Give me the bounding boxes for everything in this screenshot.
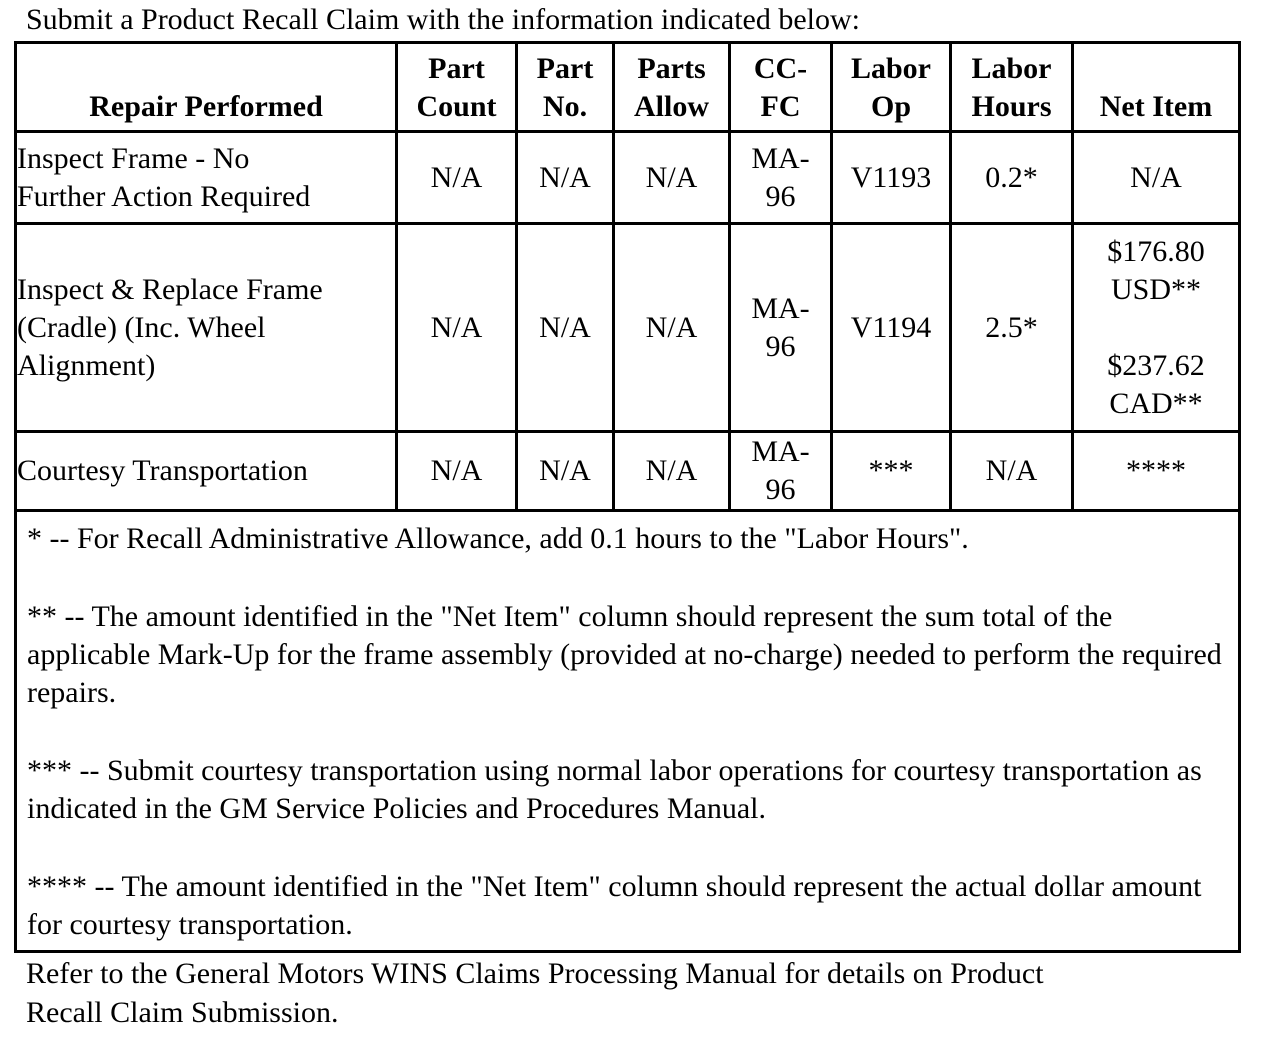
table-row bbox=[16, 132, 1240, 224]
net-item-cell: $176.80 USD** $237.62 CAD** bbox=[1073, 224, 1240, 432]
header-part-count: Part Count bbox=[397, 43, 517, 132]
header-repair-performed: Repair Performed bbox=[16, 43, 397, 132]
part-no-cell: N/A bbox=[517, 224, 614, 432]
cc-fc-cell: MA- 96 bbox=[730, 224, 832, 432]
table-row bbox=[16, 224, 1240, 432]
header-cc-fc: CC- FC bbox=[730, 43, 832, 132]
header-labor-op: Labor Op bbox=[832, 43, 951, 132]
header-row bbox=[16, 43, 1240, 132]
notes-row bbox=[16, 511, 1240, 952]
parts-allow-cell: N/A bbox=[614, 432, 730, 511]
footnote-4: **** -- The amount identified in the "Net Item" column should represent the actual dollar amount for courtesy transportation. bbox=[27, 870, 1202, 941]
labor-hours-cell: 0.2* bbox=[951, 132, 1073, 224]
repair-performed-cell: Courtesy Transportation bbox=[16, 432, 397, 511]
part-count-cell: N/A bbox=[397, 432, 517, 511]
net-item-cell: **** bbox=[1073, 432, 1240, 511]
part-no-cell: N/A bbox=[517, 432, 614, 511]
cc-fc-cell: MA- 96 bbox=[730, 132, 832, 224]
labor-op-cell: *** bbox=[832, 432, 951, 511]
header-labor-hours: Labor Hours bbox=[951, 43, 1073, 132]
labor-hours-cell: N/A bbox=[951, 432, 1073, 511]
part-no-cell: N/A bbox=[517, 132, 614, 224]
header-net-item: Net Item bbox=[1073, 43, 1240, 132]
cc-fc-cell: MA- 96 bbox=[730, 432, 832, 511]
footnote-1: * -- For Recall Administrative Allowance, add 0.1 hours to the "Labor Hours". bbox=[27, 522, 969, 555]
labor-hours-cell: 2.5* bbox=[951, 224, 1073, 432]
recall-claim-table bbox=[14, 41, 1241, 953]
parts-allow-cell: N/A bbox=[614, 224, 730, 432]
intro-text: Submit a Product Recall Claim with the information indicated below: bbox=[26, 3, 861, 36]
parts-allow-cell: N/A bbox=[614, 132, 730, 224]
header-part-no: Part No. bbox=[517, 43, 614, 132]
net-item-cell: N/A bbox=[1073, 132, 1240, 224]
part-count-cell: N/A bbox=[397, 224, 517, 432]
footnote-2: ** -- The amount identified in the "Net Item" column should represent the sum total of the applicable Mark-Up for the frame assembly (provided at no-charge) needed to perform the required repairs. bbox=[27, 600, 1222, 709]
labor-op-cell: V1194 bbox=[832, 224, 951, 432]
repair-performed-cell: Inspect Frame - No Further Action Required bbox=[16, 132, 397, 224]
footnote-3: *** -- Submit courtesy transportation using normal labor operations for courtesy transportation as indicated in the GM Service Policies and Procedures Manual. bbox=[27, 754, 1202, 825]
part-count-cell: N/A bbox=[397, 132, 517, 224]
outro-text: Refer to the General Motors WINS Claims Processing Manual for details on Product Recall Claim Submission. bbox=[26, 957, 1044, 1029]
repair-performed-cell: Inspect & Replace Frame (Cradle) (Inc. Wheel Alignment) bbox=[16, 224, 397, 432]
labor-op-cell: V1193 bbox=[832, 132, 951, 224]
header-parts-allow: Parts Allow bbox=[614, 43, 730, 132]
footnotes bbox=[16, 511, 1240, 952]
table-row bbox=[16, 432, 1240, 511]
